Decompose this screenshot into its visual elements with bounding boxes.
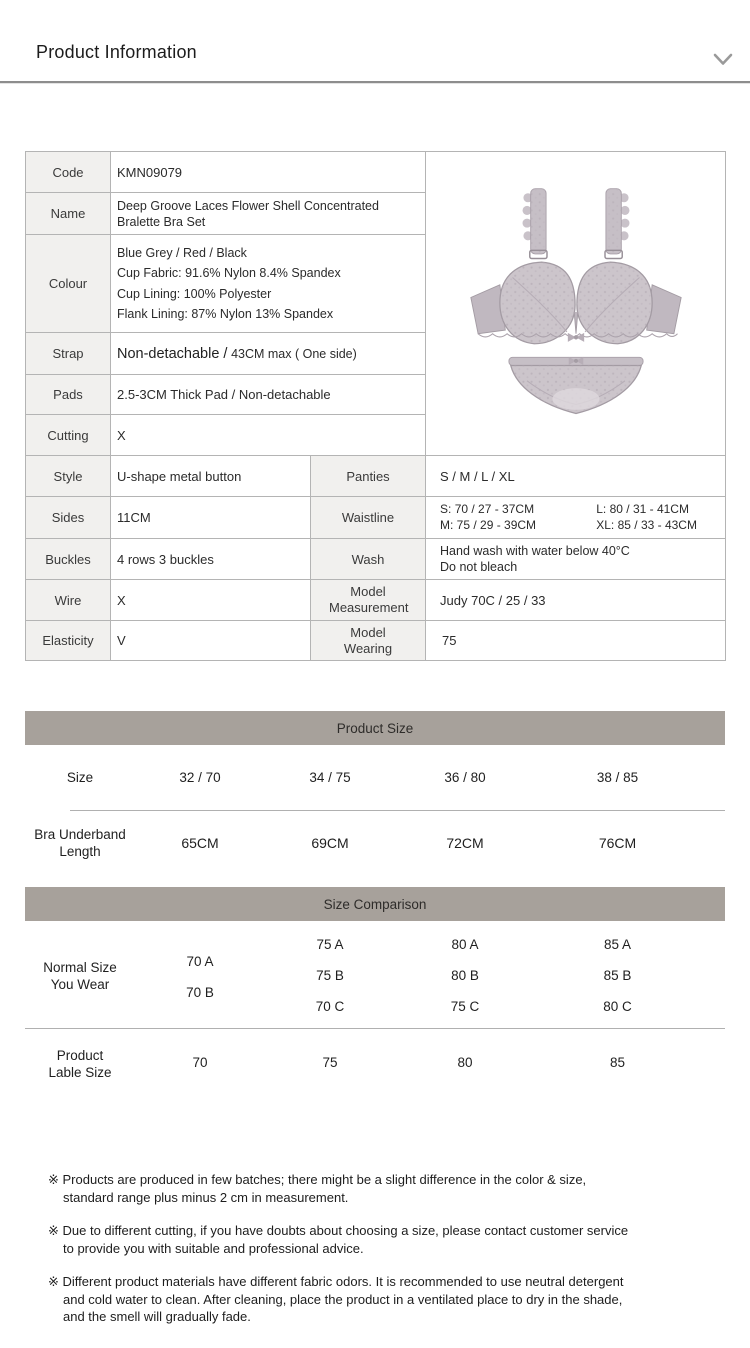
note-item: ※ Different product materials have different fabric odors. It is recommended to use neutral detergent and cold water to clean. After cleaning, place the product in a ventilated place to dry in the shade, and the smell will gradually fade.: [48, 1274, 624, 1324]
underband-value: 72CM: [446, 835, 484, 851]
note-item: ※ Due to different cutting, if you have doubts about choosing a size, please contact customer service to provide you with suitable and professional advice.: [48, 1223, 629, 1256]
product-size-title: Product Size: [336, 720, 414, 736]
spec-label-wash: Wash: [311, 539, 426, 580]
colour-line: Cup Lining: 100% Polyester: [117, 286, 272, 301]
spec-value-pads: 2.5-3CM Thick Pad / Non-detachable: [111, 375, 426, 415]
normal-size-label: [40, 959, 120, 993]
size-comparison-title: Size Comparison: [323, 896, 427, 912]
strap-secondary: 43CM max ( One side): [231, 346, 357, 361]
note-item: ※ Products are produced in few batches; there might be a slight difference in the color & size, standard range plus minus 2 cm in measurement.: [48, 1172, 587, 1205]
spec-row-style-panties: [26, 456, 726, 497]
bra-cups: [470, 262, 680, 344]
spec-label-pads: Pads: [26, 375, 111, 415]
spec-value-colour: [111, 235, 426, 333]
spec-value-name: Deep Groove Laces Flower Shell Concentrated Bralette Bra Set: [111, 193, 426, 235]
underband-row: [25, 811, 725, 875]
comparison-cell: 75 B: [316, 968, 344, 983]
size-comparison-grid: [25, 921, 725, 1029]
underband-value: 76CM: [598, 835, 637, 851]
bra-straps: [522, 189, 629, 259]
label-size-value: 75: [322, 1055, 338, 1070]
chevron-down-icon[interactable]: [712, 52, 734, 68]
spec-row-sides-waistline: [26, 497, 726, 539]
product-label-size-row: [25, 1029, 725, 1119]
label-size-value: 80: [457, 1055, 473, 1070]
spec-row-code: [26, 152, 726, 193]
spec-row-elasticity-model-wearing: [26, 621, 726, 661]
comparison-cell: 75 C: [450, 999, 480, 1014]
model-measurement-label-text: Model Measurement: [329, 584, 409, 615]
size-comparison-header-bar: [25, 887, 725, 921]
waistline-m: M: 75 / 29 - 39CM: [440, 517, 537, 532]
product-size-header-bar: [25, 711, 725, 745]
spec-value-strap: [111, 333, 426, 375]
underband-value: 65CM: [181, 835, 219, 851]
spec-value-elasticity: V: [111, 621, 311, 661]
waistline-l: L: 80 / 31 - 41CM: [596, 502, 689, 516]
comparison-cell: 75 A: [316, 937, 344, 952]
bra-set-illustration: [440, 176, 712, 428]
spec-label-waistline: Waistline: [311, 497, 426, 539]
spec-row-wire-model-measurement: [26, 580, 726, 621]
underband-label: Bra Underband Length: [34, 827, 126, 859]
spec-value-sides: 11CM: [111, 497, 311, 539]
comparison-cell: 80 A: [451, 937, 479, 952]
spec-value-code: KMN09079: [111, 152, 426, 193]
spec-value-buckles: 4 rows 3 buckles: [111, 539, 311, 580]
spec-label-cutting: Cutting: [26, 415, 111, 456]
spec-row-buckles-wash: [26, 539, 726, 580]
product-spec-table: [25, 151, 726, 661]
waistline-s: S: 70 / 27 - 37CM: [440, 502, 535, 516]
panties: [508, 357, 642, 414]
product-photo: [426, 152, 726, 456]
colour-line: Cup Fabric: 91.6% Nylon 8.4% Spandex: [117, 266, 341, 280]
size-value: 34 / 75: [309, 770, 351, 785]
label-size-value: 85: [609, 1055, 626, 1070]
comparison-cell: 70 B: [186, 985, 214, 1000]
spec-label-name: Name: [26, 193, 111, 235]
normal-size-label-text: Normal Size You Wear: [43, 959, 117, 992]
size-value: 32 / 70: [179, 770, 221, 785]
spec-value-waistline: [426, 497, 726, 539]
spec-value-panties: S / M / L / XL: [426, 456, 726, 497]
colour-line: Flank Lining: 87% Nylon 13% Spandex: [117, 307, 334, 321]
product-information-header[interactable]: [0, 0, 750, 83]
spec-label-code: Code: [26, 152, 111, 193]
spec-label-buckles: Buckles: [26, 539, 111, 580]
comparison-cell: 85 B: [603, 968, 632, 983]
label-size-value: 70: [192, 1055, 208, 1070]
spec-label-wire: Wire: [26, 580, 111, 621]
product-label-size-label: Product Lable Size: [48, 1048, 112, 1080]
size-row-label: Size: [66, 770, 94, 785]
underband-value: 69CM: [311, 835, 349, 851]
size-value: 38 / 85: [596, 770, 639, 785]
spec-label-colour: Colour: [26, 235, 111, 333]
colour-line: Blue Grey / Red / Black: [117, 245, 247, 260]
waistline-xl: XL: 85 / 33 - 43CM: [596, 517, 697, 532]
comparison-cell: 70 C: [315, 999, 345, 1014]
strap-primary: Non-detachable /: [117, 345, 228, 362]
footnotes: [48, 1171, 640, 1326]
spec-value-wire: X: [111, 580, 311, 621]
spec-label-style: Style: [26, 456, 111, 497]
spec-label-model-wearing: [311, 621, 426, 661]
spec-value-cutting: X: [111, 415, 426, 456]
size-value: 36 / 80: [444, 770, 486, 785]
page-title: Product Information: [36, 42, 197, 62]
comparison-cell: 70 A: [186, 954, 214, 969]
comparison-cell: 80 C: [603, 999, 632, 1014]
spec-value-style: U-shape metal button: [111, 456, 311, 497]
spec-value-wash: [426, 539, 726, 580]
size-row: [25, 745, 725, 810]
spec-value-model-wearing: 75: [426, 621, 726, 661]
comparison-cell: 80 B: [451, 968, 479, 983]
spec-label-sides: Sides: [26, 497, 111, 539]
model-wearing-label-text: Model Wearing: [343, 624, 393, 656]
wash-line: Hand wash with water below 40°C: [440, 543, 630, 558]
comparison-cell: 85 A: [603, 937, 632, 952]
spec-value-model-measurement: Judy 70C / 25 / 33: [426, 580, 726, 621]
spec-label-strap: Strap: [26, 333, 111, 375]
wash-line: Do not bleach: [440, 560, 518, 574]
spec-label-elasticity: Elasticity: [26, 621, 111, 661]
spec-label-model-measurement: [311, 580, 426, 621]
spec-label-panties: Panties: [311, 456, 426, 497]
